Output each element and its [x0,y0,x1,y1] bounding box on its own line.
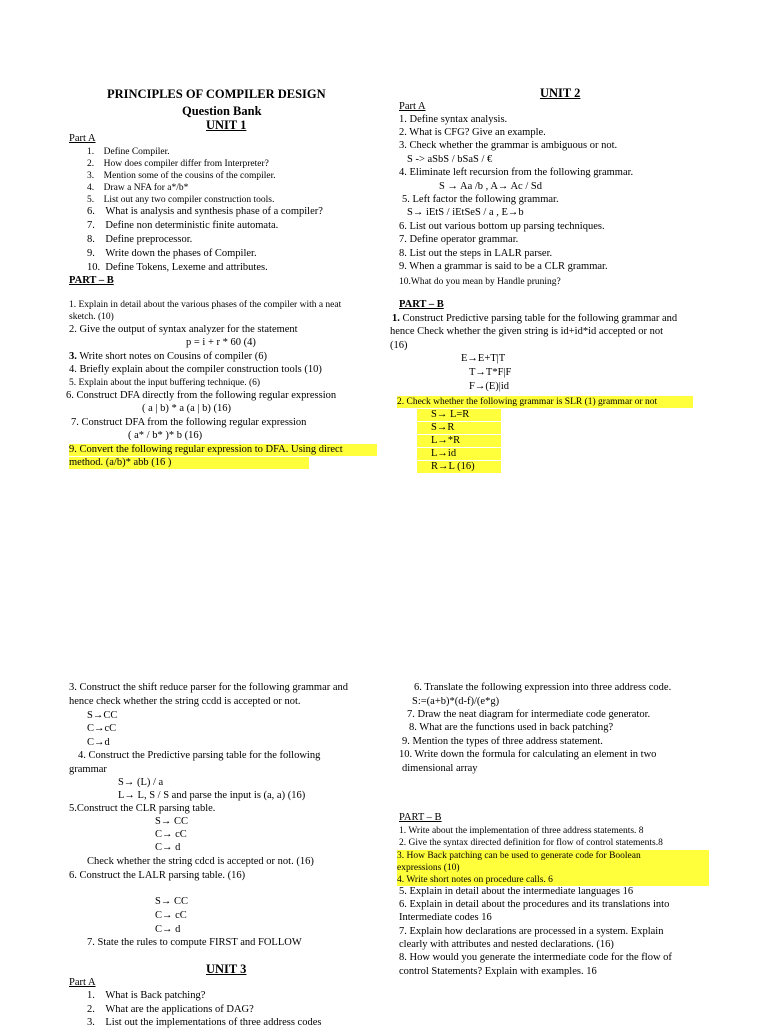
list-item: p = i + r * 60 (4) [186,337,256,348]
list-item: 10. Write down the formula for calculating an element in two [399,749,657,760]
list-item: 8. How would you generate the intermediate code for the flow of [399,952,672,963]
unit2-partb-label: PART – B [399,299,444,310]
grammar-rule-highlighted: S→R [417,422,501,434]
list-item: 10.What do you mean by Handle pruning? [399,277,561,287]
list-item: 5. Left factor the following grammar. [402,194,559,205]
list-item: hence check whether the string ccdd is accepted or not. [69,696,301,707]
list-item: 2. Give the syntax directed definition for flow of control statements.8 [399,838,663,848]
list-item: clearly with attributes and nested declarations. (16) [399,939,614,950]
grammar-rule-highlighted: L→*R [417,435,501,447]
unit2-heading: UNIT 2 [540,86,581,100]
list-item: dimensional array [402,763,478,774]
list-item: Intermediate codes 16 [399,912,492,923]
list-item: 7. Explain how declarations are processed in a system. Explain [399,926,664,937]
list-number: 3. [69,351,77,362]
list-text: Construct Predictive parsing table for the following grammar and [399,313,678,324]
list-item: 7. Construct DFA from the following regular expression [71,417,307,428]
list-item: 10. Define Tokens, Lexeme and attributes. [87,262,268,273]
grammar-rule-highlighted: S→ L=R [417,409,501,421]
list-item: 2. What is CFG? Give an example. [399,127,546,138]
list-item: 8. Define preprocessor. [87,234,193,245]
list-item: ( a | b) * a (a | b) (16) [142,403,232,414]
list-number: 1. [392,313,400,324]
list-item [69,351,267,363]
grammar-rule: S→CC [87,710,118,721]
list-item: control Statements? Explain with examples. 16 [399,966,597,977]
list-item: 6. What is analysis and synthesis phase of a compiler? [87,206,323,217]
grammar-rule-highlighted: L→id [417,448,501,460]
grammar-rule: L→ L, S / S and parse the input is (a, a) (16) [118,790,306,801]
list-item: 3. Construct the shift reduce parser for the following grammar and [69,682,349,693]
unit1-heading: UNIT 1 [206,118,247,132]
list-item: 4. Briefly explain about the compiler construction tools (10) [69,364,322,375]
list-item: 2. What are the applications of DAG? [87,1004,254,1015]
list-item-highlighted: expressions (10) [397,862,709,874]
list-item: Check whether the string cdcd is accepted or not. (16) [87,856,314,867]
list-item: S:=(a+b)*(d-f)/(e*g) [412,696,500,707]
list-item: 7. State the rules to compute FIRST and FOLLOW [87,937,302,948]
grammar-rule: S→ CC [155,816,188,827]
unit3-parta-label: Part A [69,977,96,988]
grammar-rule: C→ cC [155,910,187,921]
unit4-partb-label: PART – B [399,812,442,823]
unit2-parta-label: Part A [399,101,426,112]
grammar-rule: C→cC [87,723,117,734]
list-item: S→ iEtS / iEtSeS / a , E→b [407,207,524,218]
list-item: 5. Explain in detail about the intermediate languages 16 [399,886,634,897]
list-item: 3. Mention some of the cousins of the compiler. [87,171,276,181]
list-item: S → Aa /b , A→ Ac / Sd [439,181,542,192]
list-item-highlighted: 9. Convert the following regular expression to DFA. Using direct [69,444,377,456]
list-item: 8. What are the functions used in back patching? [409,722,614,733]
grammar-rule: C→ cC [155,829,187,840]
list-item: 8. List out the steps in LALR parser. [399,248,553,259]
list-item: 4. Eliminate left recursion from the following grammar. [399,167,634,178]
list-item-highlighted: 2. Check whether the following grammar is SLR (1) grammar or not [397,396,693,408]
grammar-rule: C→ d [155,924,181,935]
list-item: (16) [390,340,408,351]
list-item: hence Check whether the given string is id+id*id accepted or not [390,326,664,337]
grammar-rule: F→(E)|id [469,381,510,392]
list-item: ( a* / b* )* b (16) [128,430,203,441]
list-item: 3. Check whether the grammar is ambiguous or not. [399,140,618,151]
list-item: 2. Give the output of syntax analyzer for the statement [69,324,298,335]
unit1-parta-label: Part A [69,133,96,144]
list-item: 5.Construct the CLR parsing table. [69,803,216,814]
list-item: 6. Translate the following expression into three address code. [414,682,672,693]
list-item: S -> aSbS / bSaS / € [407,154,493,165]
grammar-rule-highlighted: R→L (16) [417,461,501,473]
list-item-highlighted: method. (a/b)* abb (16 ) [69,457,309,469]
list-item [392,313,677,325]
grammar-rule: C→ d [155,842,181,853]
grammar-rule: C→d [87,737,110,748]
list-item: 4. Draw a NFA for a*/b* [87,183,189,193]
list-item-highlighted: 4. Write short notes on procedure calls. 6 [397,874,709,886]
list-item: 3. List out the implementations of three address codes [87,1017,322,1028]
list-item: 5. List out any two compiler construction tools. [87,195,275,205]
grammar-rule: S→ (L) / a [118,777,164,788]
list-item: 1. Define syntax analysis. [399,114,508,125]
list-item: 6. List out various bottom up parsing techniques. [399,221,605,232]
list-item: 1. Explain in detail about the various phases of the compiler with a neat [69,300,342,310]
page-title: PRINCIPLES OF COMPILER DESIGN [107,87,326,101]
list-item-highlighted: 3. How Back patching can be used to generate code for Boolean [397,850,709,862]
list-item: 6. Construct the LALR parsing table. (16) [69,870,246,881]
list-item: 7. Draw the neat diagram for intermediate code generator. [407,709,651,720]
list-item: 6. Explain in detail about the procedures and its translations into [399,899,670,910]
grammar-rule: T→T*F|F [469,367,512,378]
list-item: 9. When a grammar is said to be a CLR grammar. [399,261,608,272]
list-item: 9. Mention the types of three address statement. [402,736,603,747]
list-item: 4. Construct the Predictive parsing table for the following [78,750,321,761]
unit3-heading: UNIT 3 [206,962,247,976]
list-text: Write short notes on Cousins of compiler (6) [79,351,267,362]
list-item: 7. Define operator grammar. [399,234,519,245]
grammar-rule: S→ CC [155,896,188,907]
list-item: 2. How does compiler differ from Interpreter? [87,159,269,169]
list-item: 7. Define non deterministic finite automata. [87,220,279,231]
list-item: sketch. (10) [69,312,114,322]
list-item: 6. Construct DFA directly from the following regular expression [66,390,337,401]
grammar-rule: E→E+T|T [461,353,506,364]
unit1-partb-label: PART – B [69,275,114,286]
list-item: 1. What is Back patching? [87,990,206,1001]
question-bank-heading: Question Bank [182,104,262,118]
list-item: 5. Explain about the input buffering technique. (6) [69,378,261,388]
list-item: grammar [69,764,107,775]
list-item: 1. Write about the implementation of three address statements. 8 [399,826,644,836]
list-item: 1. Define Compiler. [87,147,170,157]
list-item: 9. Write down the phases of Compiler. [87,248,257,259]
